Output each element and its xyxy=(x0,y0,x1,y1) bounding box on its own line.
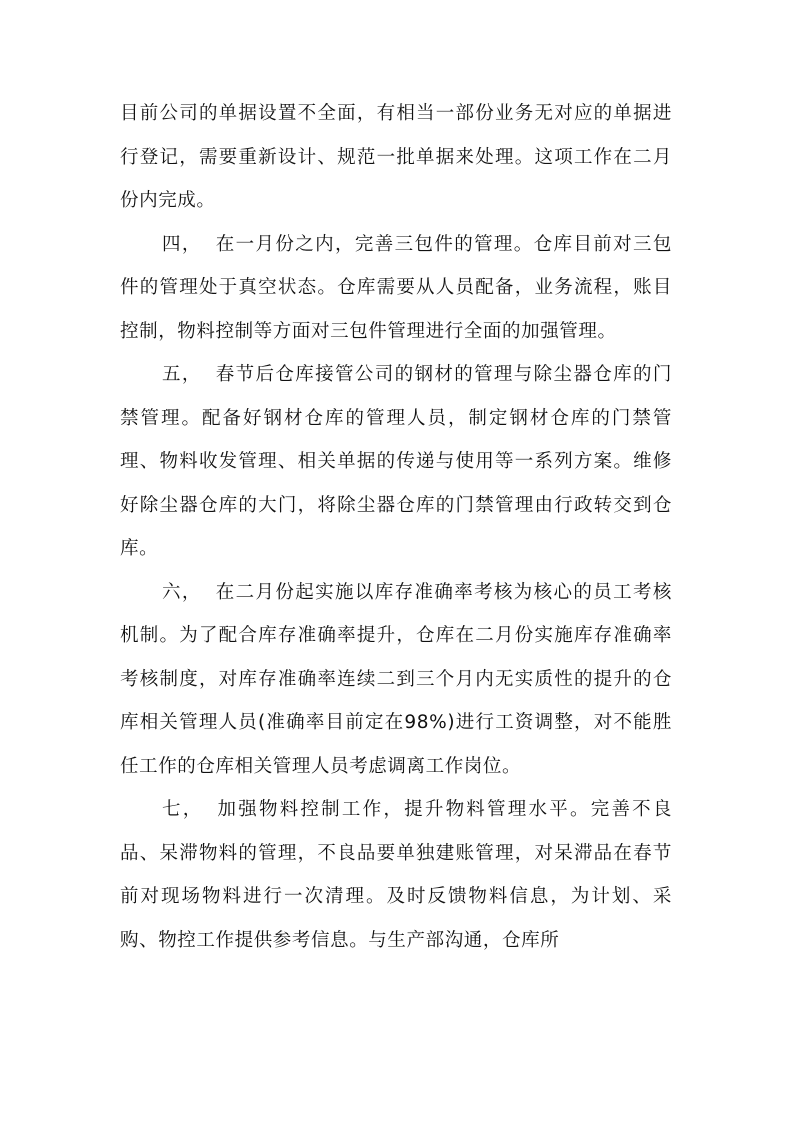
paragraph-text: 加强物料控制工作，提升物料管理水平。完善不良品、呆滞物料的管理，不良品要单独建账管理，对呆滞品在春节前对现场物料进行一次清理。及时反馈物料信息，为计划、采购、物控工作提供参考信息。与生产部沟通，仓库所 xyxy=(120,799,673,951)
paragraph-item-7 xyxy=(120,788,672,962)
paragraph-item-6 xyxy=(120,571,672,789)
paragraph-text: 目前公司的单据设置不全面，有相当一部份业务无对应的单据进行登记，需要重新设计、规范一批单据来处理。这项工作在二月份内完成。 xyxy=(120,103,672,211)
paragraph-item-5 xyxy=(120,353,672,571)
paragraph-text: 在一月份之内，完善三包件的管理。仓库目前对三包件的管理处于真空状态。仓库需要从人员配备，业务流程，账目控制，物料控制等方面对三包件管理进行全面的加强管理。 xyxy=(120,233,672,342)
document-body xyxy=(120,92,672,962)
paragraph-text: 在二月份起实施以库存准确率考核为核心的员工考核机制。为了配合库存准确率提升，仓库在二月份实施库存准确率考核制度，对库存准确率连续二到三个月内无实质性的提升的仓库相关管理人员(准确率目前定在98%)进行工资调整，对不能胜任工作的仓库相关管理人员考虑调离工作岗位。 xyxy=(120,581,672,777)
paragraph-number: 六， xyxy=(162,581,202,603)
paragraph-text: 春节后仓库接管公司的钢材的管理与除尘器仓库的门禁管理。配备好钢材仓库的管理人员，制定钢材仓库的门禁管理、物料收发管理、相关单据的传递与使用等一系列方案。维修好除尘器仓库的大门，将除尘器仓库的门禁管理由行政转交到仓库。 xyxy=(120,364,672,559)
paragraph-item-4 xyxy=(120,223,672,354)
paragraph-continuation xyxy=(120,92,672,223)
paragraph-number: 四， xyxy=(162,233,202,255)
paragraph-number: 五， xyxy=(162,364,202,385)
paragraph-number: 七， xyxy=(162,799,204,820)
